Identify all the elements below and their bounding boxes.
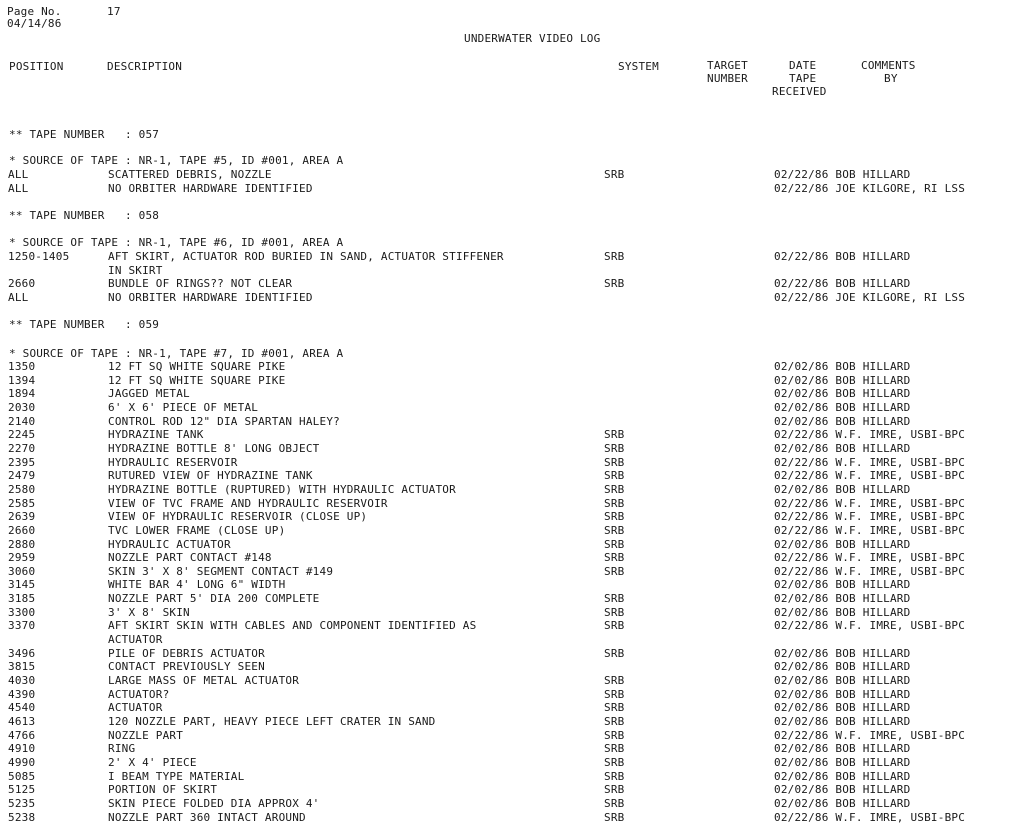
date-comment-cell: 02/22/86 W.F. IMRE, USBI-BPC xyxy=(774,496,966,510)
position-cell: 3185 xyxy=(8,592,36,605)
position-cell: 1350 xyxy=(8,360,36,373)
description-cell: 2' X 4' PIECE xyxy=(108,755,197,769)
date-comment-cell: 02/02/86 BOB HILLARD xyxy=(774,687,911,701)
date-comment-cell: 02/02/86 BOB HILLARD xyxy=(774,796,911,810)
description-cell: ACTUATOR xyxy=(108,701,163,715)
description-cell: NO ORBITER HARDWARE IDENTIFIED xyxy=(108,181,313,195)
page-label: Page No. xyxy=(7,5,62,18)
description-cell: RUTURED VIEW OF HYDRAZINE TANK xyxy=(108,469,313,483)
position-cell: 2030 xyxy=(8,400,36,414)
table-row xyxy=(0,264,1015,278)
tape-number-heading: ** TAPE NUMBER : 058 xyxy=(9,209,160,222)
system-cell: SRB xyxy=(604,687,625,701)
position-cell: 4540 xyxy=(8,701,36,715)
date-comment-cell: 02/02/86 BOB HILLARD xyxy=(774,537,911,551)
table-row xyxy=(0,551,1015,565)
description-cell: 120 NOZZLE PART, HEAVY PIECE LEFT CRATER IN SAND xyxy=(108,714,436,728)
system-cell: SRB xyxy=(604,619,625,633)
table-row xyxy=(0,578,1015,592)
position-cell: 4390 xyxy=(8,687,36,701)
system-cell: SRB xyxy=(604,564,625,578)
system-cell: SRB xyxy=(604,428,625,442)
table-row xyxy=(0,497,1015,511)
description-cell: ACTUATOR xyxy=(108,633,163,646)
date-comment-cell: 02/02/86 BOB HILLARD xyxy=(774,714,911,728)
system-cell: SRB xyxy=(604,441,625,455)
table-row xyxy=(0,456,1015,470)
date-comment-cell: 02/22/86 BOB HILLARD xyxy=(774,277,911,291)
date-comment-cell: 02/02/86 BOB HILLARD xyxy=(774,592,911,605)
date-comment-cell: 02/22/86 JOE KILGORE, RI LSS xyxy=(774,290,966,304)
description-cell: NO ORBITER HARDWARE IDENTIFIED xyxy=(108,290,313,304)
table-row xyxy=(0,182,1015,196)
tape-source: * SOURCE OF TAPE : NR-1, TAPE #7, ID #001, AREA A xyxy=(9,347,344,360)
system-cell: SRB xyxy=(604,482,625,496)
date-comment-cell: 02/22/86 W.F. IMRE, USBI-BPC xyxy=(774,551,966,565)
date-comment-cell: 02/02/86 BOB HILLARD xyxy=(774,441,911,455)
position-cell: 3370 xyxy=(8,619,36,633)
description-cell: RING xyxy=(108,742,136,756)
system-cell: SRB xyxy=(604,551,625,565)
column-header-date-3: RECEIVED xyxy=(772,85,827,98)
date-comment-cell: 02/02/86 BOB HILLARD xyxy=(774,373,911,387)
position-cell: 1394 xyxy=(8,373,36,387)
table-row xyxy=(0,565,1015,579)
description-cell: 6' X 6' PIECE OF METAL xyxy=(108,400,259,414)
position-cell: 4990 xyxy=(8,755,36,769)
description-cell: HYDRAZINE BOTTLE (RUPTURED) WITH HYDRAULIC ACTUATOR xyxy=(108,482,456,496)
system-cell: SRB xyxy=(604,783,625,797)
page-title: UNDERWATER VIDEO LOG xyxy=(464,32,601,45)
date-comment-cell: 02/02/86 BOB HILLARD xyxy=(774,769,911,783)
table-row xyxy=(0,428,1015,442)
description-cell: NOZZLE PART xyxy=(108,728,184,742)
position-cell: 2660 xyxy=(8,523,36,537)
column-header-comments-1: COMMENTS xyxy=(861,59,916,72)
position-cell: ALL xyxy=(8,168,29,181)
description-cell: ACTUATOR? xyxy=(108,687,170,701)
column-header-target-1: TARGET xyxy=(707,59,748,72)
date-comment-cell: 02/02/86 BOB HILLARD xyxy=(774,742,911,756)
position-cell: 2660 xyxy=(8,277,36,291)
date-comment-cell: 02/02/86 BOB HILLARD xyxy=(774,674,911,687)
position-cell: 2580 xyxy=(8,482,36,496)
tape-source: * SOURCE OF TAPE : NR-1, TAPE #5, ID #001, AREA A xyxy=(9,154,344,167)
description-cell: SCATTERED DEBRIS, NOZZLE xyxy=(108,168,272,181)
table-row xyxy=(0,510,1015,524)
tape-number-heading: ** TAPE NUMBER : 059 xyxy=(9,318,160,331)
description-cell: NOZZLE PART 360 INTACT AROUND xyxy=(108,810,306,824)
description-cell: HYDRAZINE TANK xyxy=(108,428,204,442)
system-cell: SRB xyxy=(604,742,625,756)
date-comment-cell: 02/02/86 BOB HILLARD xyxy=(774,360,911,373)
date-comment-cell: 02/22/86 W.F. IMRE, USBI-BPC xyxy=(774,523,966,537)
tape-number-heading: ** TAPE NUMBER : 057 xyxy=(9,128,160,141)
date-comment-cell: 02/22/86 W.F. IMRE, USBI-BPC xyxy=(774,619,966,633)
position-cell: 2479 xyxy=(8,469,36,483)
table-row xyxy=(0,647,1015,661)
system-cell: SRB xyxy=(604,714,625,728)
system-cell: SRB xyxy=(604,496,625,510)
position-cell: 2270 xyxy=(8,441,36,455)
description-cell: 12 FT SQ WHITE SQUARE PIKE xyxy=(108,360,286,373)
table-row xyxy=(0,442,1015,456)
description-cell: CONTROL ROD 12" DIA SPARTAN HALEY? xyxy=(108,414,340,428)
date-comment-cell: 02/22/86 W.F. IMRE, USBI-BPC xyxy=(774,564,966,578)
system-cell: SRB xyxy=(604,728,625,742)
position-cell: 2639 xyxy=(8,510,36,524)
table-row xyxy=(0,688,1015,702)
table-row xyxy=(0,660,1015,674)
system-cell: SRB xyxy=(604,755,625,769)
table-row xyxy=(0,168,1015,182)
description-cell: HYDRAZINE BOTTLE 8' LONG OBJECT xyxy=(108,441,320,455)
position-cell: 5238 xyxy=(8,810,36,824)
description-cell: IN SKIRT xyxy=(108,263,163,277)
date-comment-cell: 02/22/86 W.F. IMRE, USBI-BPC xyxy=(774,728,966,742)
system-cell: SRB xyxy=(604,810,625,824)
description-cell: NOZZLE PART CONTACT #148 xyxy=(108,551,272,565)
table-row xyxy=(0,401,1015,415)
table-row xyxy=(0,250,1015,264)
position-cell: 4910 xyxy=(8,742,36,756)
tape-source: * SOURCE OF TAPE : NR-1, TAPE #6, ID #001, AREA A xyxy=(9,236,344,249)
date-comment-cell: 02/02/86 BOB HILLARD xyxy=(774,578,911,592)
description-cell: AFT SKIRT SKIN WITH CABLES AND COMPONENT IDENTIFIED AS xyxy=(108,619,477,633)
date-comment-cell: 02/02/86 BOB HILLARD xyxy=(774,783,911,797)
description-cell: LARGE MASS OF METAL ACTUATOR xyxy=(108,674,300,687)
date-comment-cell: 02/02/86 BOB HILLARD xyxy=(774,400,911,414)
date-comment-cell: 02/02/86 BOB HILLARD xyxy=(774,387,911,401)
table-row xyxy=(0,770,1015,784)
system-cell: SRB xyxy=(604,674,625,687)
date-comment-cell: 02/02/86 BOB HILLARD xyxy=(774,755,911,769)
date-comment-cell: 02/22/86 W.F. IMRE, USBI-BPC xyxy=(774,810,966,824)
column-header-target-2: NUMBER xyxy=(707,72,748,85)
date-comment-cell: 02/02/86 BOB HILLARD xyxy=(774,605,911,619)
description-cell: BUNDLE OF RINGS?? NOT CLEAR xyxy=(108,277,293,291)
description-cell: HYDRAULIC RESERVOIR xyxy=(108,455,238,469)
date-comment-cell: 02/22/86 W.F. IMRE, USBI-BPC xyxy=(774,469,966,483)
page-number: 17 xyxy=(107,5,121,18)
position-cell: 2140 xyxy=(8,414,36,428)
table-row xyxy=(0,360,1015,374)
position-cell: 4613 xyxy=(8,714,36,728)
table-row xyxy=(0,633,1015,647)
position-cell: 2585 xyxy=(8,496,36,510)
table-row xyxy=(0,415,1015,429)
description-cell: WHITE BAR 4' LONG 6" WIDTH xyxy=(108,578,286,592)
date-comment-cell: 02/02/86 BOB HILLARD xyxy=(774,646,911,660)
date-comment-cell: 02/02/86 BOB HILLARD xyxy=(774,414,911,428)
table-row xyxy=(0,797,1015,811)
description-cell: PORTION OF SKIRT xyxy=(108,783,218,797)
description-cell: VIEW OF TVC FRAME AND HYDRAULIC RESERVOIR xyxy=(108,496,388,510)
table-row xyxy=(0,674,1015,688)
system-cell: SRB xyxy=(604,277,625,291)
system-cell: SRB xyxy=(604,592,625,605)
system-cell: SRB xyxy=(604,796,625,810)
description-cell: AFT SKIRT, ACTUATOR ROD BURIED IN SAND, ACTUATOR STIFFENER xyxy=(108,250,504,263)
position-cell: 3060 xyxy=(8,564,36,578)
system-cell: SRB xyxy=(604,537,625,551)
position-cell: 2880 xyxy=(8,537,36,551)
description-cell: I BEAM TYPE MATERIAL xyxy=(108,769,245,783)
system-cell: SRB xyxy=(604,769,625,783)
date-comment-cell: 02/02/86 BOB HILLARD xyxy=(774,660,911,674)
description-cell: 3' X 8' SKIN xyxy=(108,605,190,619)
column-header-system: SYSTEM xyxy=(618,60,659,73)
position-cell: 3145 xyxy=(8,578,36,592)
date-comment-cell: 02/22/86 BOB HILLARD xyxy=(774,168,911,181)
description-cell: VIEW OF HYDRAULIC RESERVOIR (CLOSE UP) xyxy=(108,510,368,524)
table-row xyxy=(0,592,1015,606)
column-header-description: DESCRIPTION xyxy=(107,60,183,73)
table-row xyxy=(0,715,1015,729)
column-header-comments-2: BY xyxy=(884,72,898,85)
position-cell: 2395 xyxy=(8,455,36,469)
description-cell: NOZZLE PART 5' DIA 200 COMPLETE xyxy=(108,592,320,605)
date-comment-cell: 02/02/86 BOB HILLARD xyxy=(774,701,911,715)
description-cell: SKIN 3' X 8' SEGMENT CONTACT #149 xyxy=(108,564,334,578)
table-row xyxy=(0,524,1015,538)
position-cell: 3815 xyxy=(8,660,36,674)
system-cell: SRB xyxy=(604,523,625,537)
table-row xyxy=(0,756,1015,770)
table-row xyxy=(0,606,1015,620)
table-row xyxy=(0,783,1015,797)
table-row xyxy=(0,811,1015,825)
description-cell: PILE OF DEBRIS ACTUATOR xyxy=(108,646,265,660)
system-cell: SRB xyxy=(604,168,625,181)
column-header-date-2: TAPE xyxy=(789,72,817,85)
position-cell: 3300 xyxy=(8,605,36,619)
table-row xyxy=(0,469,1015,483)
description-cell: TVC LOWER FRAME (CLOSE UP) xyxy=(108,523,286,537)
description-cell: JAGGED METAL xyxy=(108,387,190,401)
date-comment-cell: 02/22/86 W.F. IMRE, USBI-BPC xyxy=(774,428,966,442)
table-row xyxy=(0,742,1015,756)
table-row xyxy=(0,538,1015,552)
table-row xyxy=(0,291,1015,305)
position-cell: ALL xyxy=(8,181,29,195)
column-header-date-1: DATE xyxy=(789,59,817,72)
system-cell: SRB xyxy=(604,701,625,715)
description-cell: 12 FT SQ WHITE SQUARE PIKE xyxy=(108,373,286,387)
table-row xyxy=(0,619,1015,633)
system-cell: SRB xyxy=(604,510,625,524)
system-cell: SRB xyxy=(604,455,625,469)
system-cell: SRB xyxy=(604,605,625,619)
table-row xyxy=(0,729,1015,743)
table-row xyxy=(0,387,1015,401)
position-cell: 1894 xyxy=(8,387,36,401)
position-cell: 1250-1405 xyxy=(8,250,70,263)
position-cell: 3496 xyxy=(8,646,36,660)
system-cell: SRB xyxy=(604,469,625,483)
description-cell: HYDRAULIC ACTUATOR xyxy=(108,537,231,551)
position-cell: 4030 xyxy=(8,674,36,687)
date-comment-cell: 02/02/86 BOB HILLARD xyxy=(774,482,911,496)
report-date: 04/14/86 xyxy=(7,17,62,30)
table-row xyxy=(0,483,1015,497)
description-cell: SKIN PIECE FOLDED DIA APPROX 4' xyxy=(108,796,320,810)
system-cell: SRB xyxy=(604,646,625,660)
position-cell: 5085 xyxy=(8,769,36,783)
table-row xyxy=(0,701,1015,715)
position-cell: 5235 xyxy=(8,796,36,810)
position-cell: 2245 xyxy=(8,428,36,442)
system-cell: SRB xyxy=(604,250,625,263)
position-cell: ALL xyxy=(8,290,29,304)
date-comment-cell: 02/22/86 W.F. IMRE, USBI-BPC xyxy=(774,455,966,469)
position-cell: 5125 xyxy=(8,783,36,797)
date-comment-cell: 02/22/86 BOB HILLARD xyxy=(774,250,911,263)
table-row xyxy=(0,277,1015,291)
table-row xyxy=(0,374,1015,388)
date-comment-cell: 02/22/86 JOE KILGORE, RI LSS xyxy=(774,181,966,195)
position-cell: 2959 xyxy=(8,551,36,565)
column-header-position: POSITION xyxy=(9,60,64,73)
date-comment-cell: 02/22/86 W.F. IMRE, USBI-BPC xyxy=(774,510,966,524)
description-cell: CONTACT PREVIOUSLY SEEN xyxy=(108,660,265,674)
position-cell: 4766 xyxy=(8,728,36,742)
